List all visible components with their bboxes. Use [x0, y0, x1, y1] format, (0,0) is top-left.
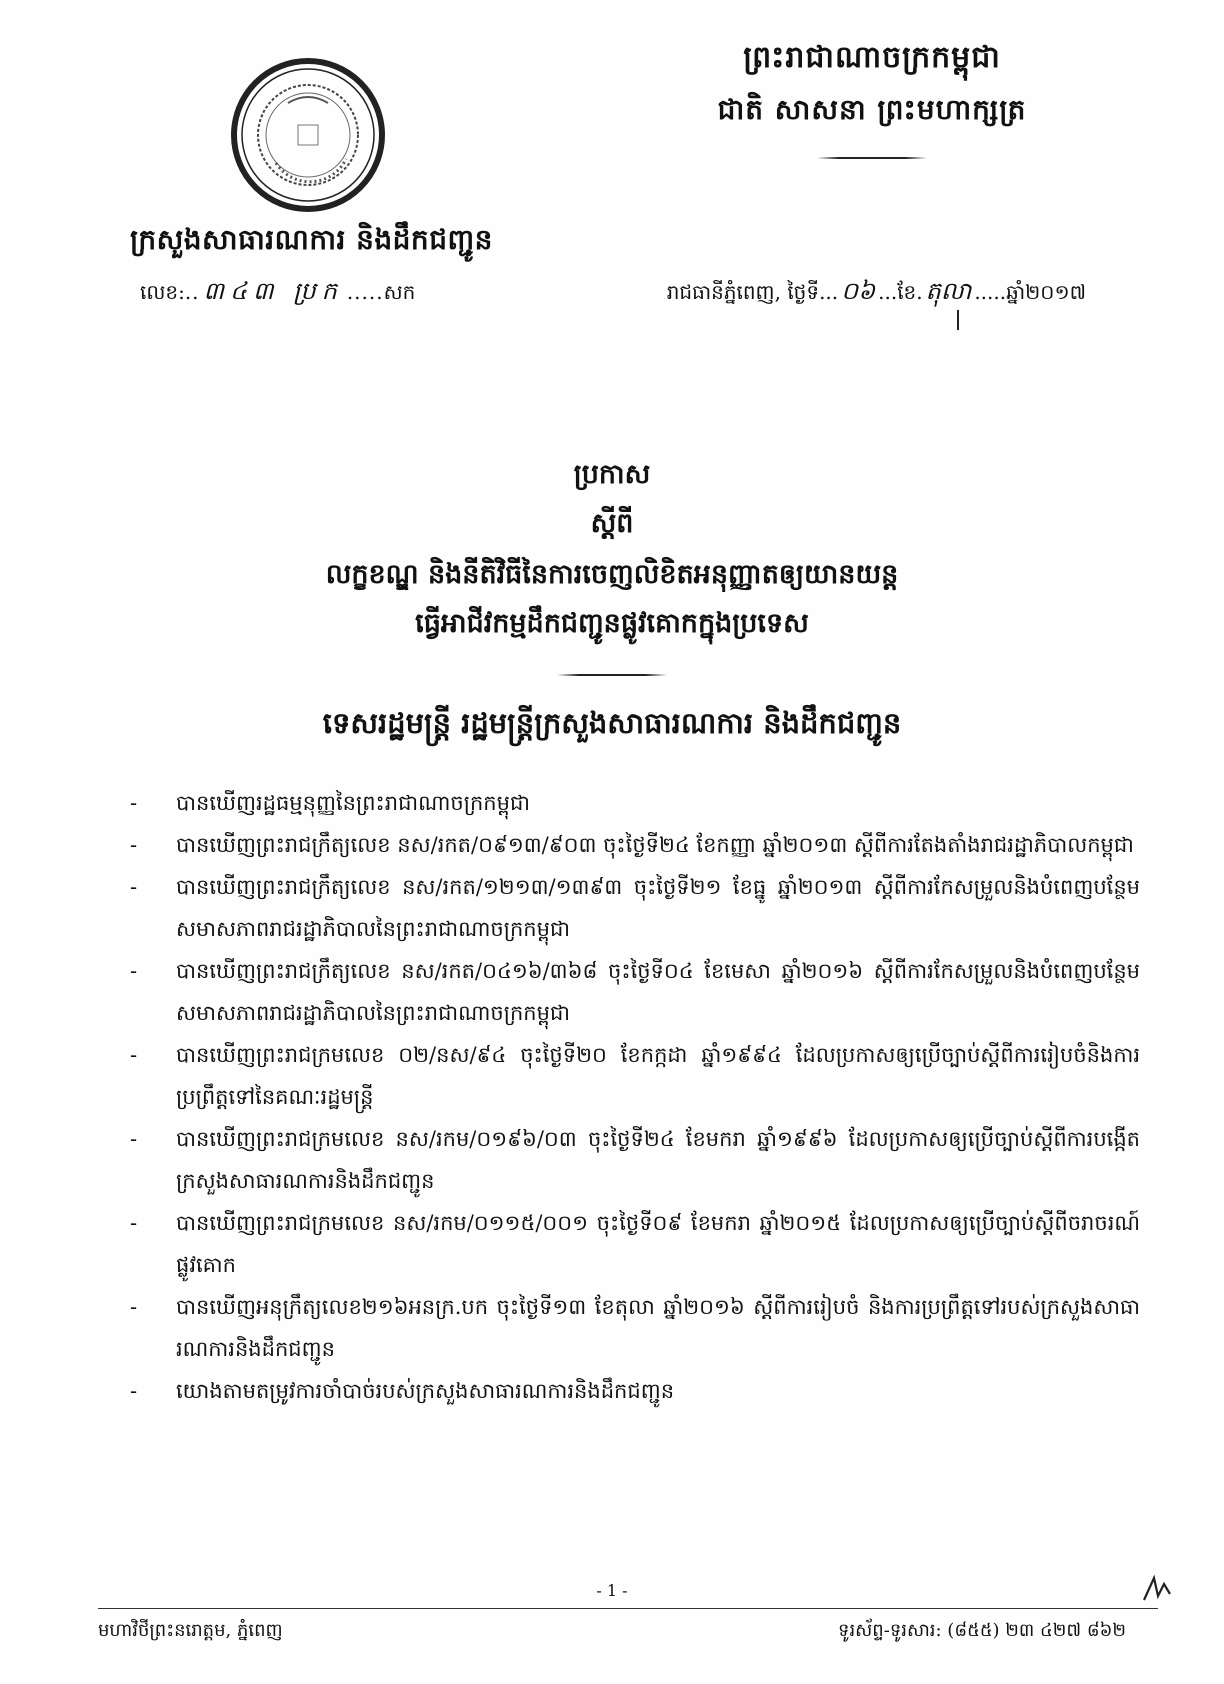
clause-text: បានឃើញអនុក្រឹត្យលេខ២១៦អនក្រ.បក ចុះថ្ងៃទី១៣ ខែតុលា ឆ្នាំ២០១៦ ស្តីពីការរៀបចំ និងការប្រព្រឹត្តទៅរបស់ក្រសួងសាធារណការនិងដឹកជញ្ជូន — [176, 1295, 1140, 1361]
date-year: ឆ្នាំ២០១៧ — [1006, 280, 1086, 304]
ref-suffix: សក — [383, 280, 416, 304]
date-day: ០៦ — [841, 277, 876, 305]
motto-divider — [817, 157, 927, 159]
title-block — [0, 458, 1224, 748]
clause-text: បានឃើញព្រះរាជក្រមលេខ ០២/នស/៩៤ ចុះថ្ងៃទី២០ ខែកក្កដា ឆ្នាំ១៩៩៤ ដែលប្រកាសឲ្យប្រើច្បាប់ស្តីពីការរៀបចំនិងការប្រព្រឹត្តទៅនៃគណៈរដ្ឋមន្ត្រី — [176, 1043, 1140, 1109]
initial-mark-icon — [1140, 1570, 1176, 1606]
list-item: - បានឃើញព្រះរាជក្រឹត្យលេខ នស/រកត/១២១៣/១៣៩៣ ចុះថ្ងៃទី២១ ខែធ្នូ ឆ្នាំ២០១៣ ស្តីពីការកែសម្រួលនិងបំពេញបន្ថែមសមាសភាពរាជរដ្ឋាភិបាលនៃព្រះរាជាណាចក្រកម្ពុជា — [130, 875, 1140, 941]
issuer-title: ទេសរដ្ឋមន្ត្រី រដ្ឋមន្ត្រីក្រសួងសាធារណការ និងដឹកជញ្ជូន — [322, 706, 902, 740]
clause-text: បានឃើញព្រះរាជក្រឹត្យលេខ នស/រកត/០៩១៣/៩០៣ ចុះថ្ងៃទី២៤ ខែកញ្ញា ឆ្នាំ២០១៣ ស្តីពីការតែងតាំងរាជរដ្ឋាភិបាលកម្ពុជា — [176, 833, 1134, 857]
list-item: - បានឃើញអនុក្រឹត្យលេខ២១៦អនក្រ.បក ចុះថ្ងៃទី១៣ ខែតុលា ឆ្នាំ២០១៦ ស្តីពីការរៀបចំ និងការប្រព្រឹត្តទៅរបស់ក្រសួងសាធារណការនិងដឹកជញ្ជូន — [130, 1295, 1140, 1361]
list-item: - បានឃើញរដ្ឋធម្មនុញ្ញនៃព្រះរាជាណាចក្រកម្ពុជា — [130, 791, 530, 815]
footer-address: មហាវិថីព្រះនរោត្តម, ភ្នំពេញ — [98, 1620, 283, 1641]
clause-text: បានឃើញព្រះរាជក្រឹត្យលេខ នស/រកត/០៤១៦/៣៦៨ ចុះថ្ងៃទី០៤ ខែមេសា ឆ្នាំ២០១៦ ស្តីពីការកែសម្រួលនិងបំពេញបន្ថែមសមាសភាពរាជរដ្ឋាភិបាលនៃព្រះរាជាណាចក្រកម្ពុជា — [176, 959, 1140, 1025]
subject-line-1: លក្ខខណ្ឌ និងនីតិវិធីនៃការចេញលិខិតអនុញ្ញាតឲ្យយានយន្ត — [325, 559, 899, 590]
clause-text: យោងតាមតម្រូវការចាំបាច់របស់ក្រសួងសាធារណការនិងដឹកជញ្ជូន — [176, 1379, 675, 1403]
ministry-seal — [228, 55, 388, 215]
date-month-label: ខែ — [897, 280, 917, 304]
list-item: - យោងតាមតម្រូវការចាំបាច់របស់ក្រសួងសាធារណការនិងដឹកជញ្ជូន — [130, 1379, 675, 1403]
subject-line-2: ធ្វើអាជីវកម្មដឹកជញ្ជូនផ្លូវគោកក្នុងប្រទេស — [415, 608, 809, 639]
clause-text: បានឃើញព្រះរាជក្រមលេខ នស/រកម/០១៩៦/០៣ ចុះថ្ងៃទី២៤ ខែមករា ឆ្នាំ១៩៩៦ ដែលប្រកាសឲ្យប្រើច្បាប់ស្តីពីការបង្កើតក្រសួងសាធារណការនិងដឹកជញ្ជូន — [176, 1127, 1140, 1193]
list-item: - បានឃើញព្រះរាជក្រមលេខ នស/រកម/០១១៥/០០១ ចុះថ្ងៃទី០៩ ខែមករា ឆ្នាំ២០១៥ ដែលប្រកាសឲ្យប្រើច្បាប់ស្តីពីចរាចរណ៍ផ្លូវគោក — [130, 1211, 1140, 1277]
list-item: - បានឃើញព្រះរាជក្រមលេខ ០២/នស/៩៤ ចុះថ្ងៃទី២០ ខែកក្កដា ឆ្នាំ១៩៩៤ ដែលប្រកាសឲ្យប្រើច្បាប់ស្តីពីការរៀបចំនិងការប្រព្រឹត្តទៅនៃគណៈរដ្ឋមន្ត្រី — [130, 1043, 1140, 1109]
list-item: - បានឃើញព្រះរាជក្រឹត្យលេខ នស/រកត/០៩១៣/៩០៣ ចុះថ្ងៃទី២៤ ខែកញ្ញា ឆ្នាំ២០១៣ ស្តីពីការតែងតាំងរាជរដ្ឋាភិបាលកម្ពុជា — [130, 833, 1134, 857]
kingdom-name: ព្រះរាជាណាចក្រកម្ពុជា — [743, 40, 1001, 75]
clause-text: បានឃើញព្រះរាជក្រឹត្យលេខ នស/រកត/១២១៣/១៣៩៣ ចុះថ្ងៃទី២១ ខែធ្នូ ឆ្នាំ២០១៣ ស្តីពីការកែសម្រួលនិងបំពេញបន្ថែមសមាសភាពរាជរដ្ឋាភិបាលនៃព្រះរាជាណាចក្រកម្ពុជា — [176, 875, 1140, 941]
ref-label: លេខ: — [140, 280, 185, 304]
date-prefix: រាជធានីភ្នំពេញ, ថ្ងៃទី — [666, 280, 820, 304]
reference-number: លេខ:.. ៣៤៣ ប្រក .....សក — [140, 277, 416, 305]
about-label: ស្តីពី — [590, 508, 634, 539]
list-item: - បានឃើញព្រះរាជក្រឹត្យលេខ នស/រកត/០៤១៦/៣៦៨ ចុះថ្ងៃទី០៤ ខែមេសា ឆ្នាំ២០១៦ ស្តីពីការកែសម្រួលនិងបំពេញបន្ថែមសមាសភាពរាជរដ្ឋាភិបាលនៃព្រះរាជាណាចក្រកម្ពុជា — [130, 959, 1140, 1025]
date-line: រាជធានីភ្នំពេញ, ថ្ងៃទី... ០៦ ...ខែ. តុលា .....ឆ្នាំ២០១៧ — [667, 276, 1086, 311]
kingdom-motto — [692, 38, 1052, 159]
page-number: - 1 - — [596, 1581, 628, 1600]
title-divider — [557, 674, 667, 676]
clause-text: បានឃើញរដ្ឋធម្មនុញ្ញនៃព្រះរាជាណាចក្រកម្ពុជា — [176, 791, 530, 815]
footer-phone: ទូរស័ព្ទ-ទូរសារ: (៨៥៥) ២៣ ៤២៧ ៨៦២ — [838, 1620, 1126, 1641]
clause-text: បានឃើញព្រះរាជក្រមលេខ នស/រកម/០១១៥/០០១ ចុះថ្ងៃទី០៩ ខែមករា ឆ្នាំ២០១៥ ដែលប្រកាសឲ្យប្រើច្បាប់ស្តីពីចរាចរណ៍ផ្លូវគោក — [176, 1211, 1140, 1277]
document-type: ប្រកាស — [573, 459, 651, 490]
ministry-name: ក្រសួងសាធារណការ និងដឹកជញ្ជូន — [130, 223, 493, 256]
ref-number: ៣៤៣ ប្រក — [203, 277, 343, 305]
footer-divider — [98, 1608, 1158, 1609]
date-tick-mark — [957, 310, 959, 330]
national-motto: ជាតិ សាសនា ព្រះមហាក្សត្រ — [717, 93, 1027, 126]
list-item: - បានឃើញព្រះរាជក្រមលេខ នស/រកម/០១៩៦/០៣ ចុះថ្ងៃទី២៤ ខែមករា ឆ្នាំ១៩៩៦ ដែលប្រកាសឲ្យប្រើច្បាប់ស្តីពីការបង្កើតក្រសួងសាធារណការនិងដឹកជញ្ជូន — [130, 1127, 1140, 1193]
date-month: តុលា — [925, 277, 972, 305]
preamble-list — [130, 782, 1140, 1412]
